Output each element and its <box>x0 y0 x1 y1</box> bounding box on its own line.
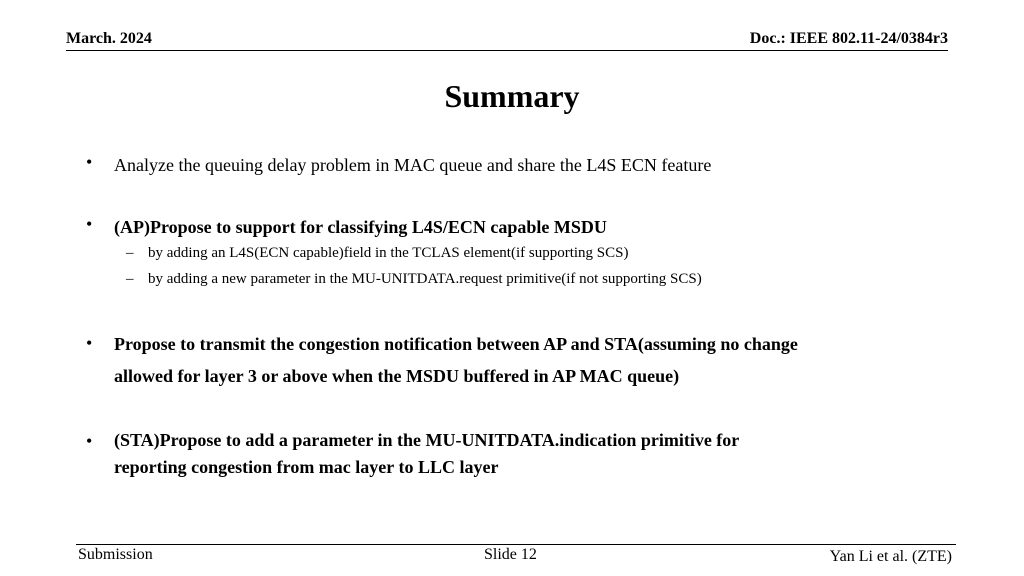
bullet-marker: • <box>86 431 93 451</box>
bullet-marker: • <box>86 214 93 234</box>
header-doc-id: Doc.: IEEE 802.11-24/0384r3 <box>749 30 948 47</box>
bullet-marker: • <box>86 152 93 172</box>
slide-title: Summary <box>444 78 580 114</box>
bullet-4-line-1: (STA)Propose to add a parameter in the MU-UNITDATA.indication primitive for <box>114 430 740 450</box>
footer-author: Yan Li et al. (ZTE) <box>829 548 952 565</box>
footer-rule <box>76 544 956 545</box>
bullet-marker: • <box>86 333 93 353</box>
sub-bullet-marker: – <box>126 271 134 287</box>
sub-bullet-marker: – <box>126 245 134 261</box>
sub-bullet-2-text: by adding a new parameter in the MU-UNITDATA.request primitive(if not supporting SCS) <box>148 271 702 287</box>
footer-submission: Submission <box>78 546 153 563</box>
bullet-2-text: (AP)Propose to support for classifying L4S/ECN capable MSDU <box>114 217 607 237</box>
sub-bullet-1-text: by adding an L4S(ECN capable)field in the TCLAS element(if supporting SCS) <box>148 245 629 261</box>
bullet-1-text: Analyze the queuing delay problem in MAC queue and share the L4S ECN feature <box>114 155 712 175</box>
header-date: March. 2024 <box>66 30 152 47</box>
footer-slide-number: Slide 12 <box>484 546 537 563</box>
bullet-4-line-2: reporting congestion from mac layer to LLC layer <box>114 457 499 477</box>
bullet-3-line-1: Propose to transmit the congestion notification between AP and STA(assuming no change <box>114 334 798 354</box>
header-rule <box>66 50 948 51</box>
bullet-4-text <box>114 427 944 481</box>
bullet-3-text <box>114 329 944 391</box>
bullet-3-line-2: allowed for layer 3 or above when the MSDU buffered in AP MAC queue) <box>114 366 680 386</box>
